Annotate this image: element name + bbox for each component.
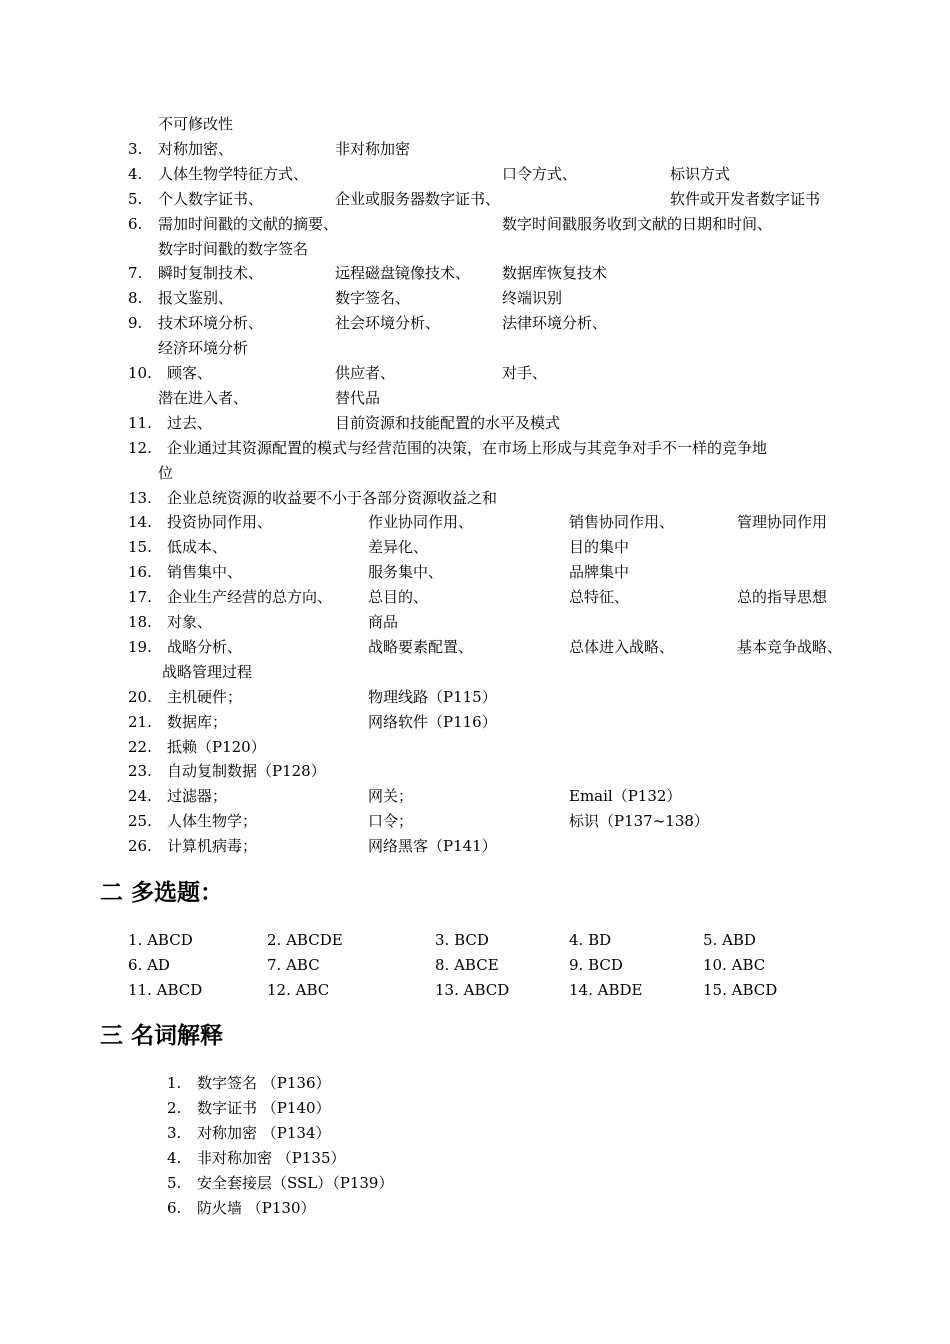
answer-text: 管理协同作用: [737, 513, 828, 532]
answer-text: 社会环境分析、: [335, 314, 441, 333]
answer-text: 低成本、: [167, 538, 228, 557]
answer-text: 销售协同作用、: [569, 513, 675, 532]
section-two-title: 二 多选题：: [100, 880, 224, 906]
answer-text: 经济环境分析: [158, 339, 249, 358]
answer-text: 网络软件（P116）: [368, 712, 497, 731]
term-number: 3.: [167, 1124, 182, 1142]
term-item: [167, 1073, 331, 1093]
answer-text: 目前资源和技能配置的水平及模式: [335, 413, 561, 432]
answer-text: 对称加密、: [158, 139, 234, 158]
answer-text: Email（P132）: [569, 787, 682, 806]
mc-answer: 11. ABCD: [128, 981, 203, 999]
answer-text: 非对称加密: [335, 139, 411, 158]
mc-answer: 15. ABCD: [703, 981, 778, 999]
answer-text: 企业通过其资源配置的模式与经营范围的决策，在市场上形成与其竞争对手不一样的竞争地: [167, 438, 768, 457]
mc-answer: 9. BCD: [569, 956, 623, 974]
mc-answer: 5. ABD: [703, 931, 756, 949]
term-item: [167, 1173, 393, 1193]
term-item: [167, 1148, 346, 1168]
mc-answer: 1. ABCD: [128, 931, 193, 949]
term-text: 安全套接层（SSL）（P139）: [197, 1174, 394, 1192]
answer-number: 9.: [128, 314, 143, 333]
answer-number: 25.: [128, 812, 152, 831]
mc-answer: 10. ABC: [703, 956, 766, 974]
answer-text: 总体进入战略、: [569, 637, 675, 656]
term-item: [167, 1098, 331, 1118]
term-number: 6.: [167, 1199, 182, 1217]
answer-text: 远程磁盘镜像技术、: [335, 264, 471, 283]
answer-number: 10.: [128, 364, 152, 382]
term-number: 4.: [167, 1149, 182, 1167]
term-item: [167, 1198, 316, 1218]
answer-text: 数据库恢复技术: [502, 264, 608, 283]
answer-number: 23.: [128, 762, 152, 781]
answer-text: 标识（P137~138）: [569, 812, 709, 831]
answer-text: 总的指导思想: [737, 588, 828, 607]
mc-answer: 6. AD: [128, 956, 170, 974]
answer-text: 物理线路（P115）: [368, 687, 497, 706]
answer-text: 计算机病毒；: [167, 837, 258, 856]
answer-number: 12.: [128, 438, 152, 457]
answer-text: 作业协同作用、: [368, 513, 474, 532]
answer-number: 14.: [128, 513, 152, 532]
answer-text: 服务集中、: [368, 563, 444, 582]
answer-number: 18.: [128, 613, 152, 631]
answer-text: 不可修改性: [158, 115, 234, 133]
answer-text: 供应者、: [335, 364, 396, 382]
answer-text: 人体生物学特征方式、: [158, 164, 309, 183]
answer-number: 15.: [128, 538, 152, 557]
mc-answer: 14. ABDE: [569, 981, 643, 999]
answer-number: 11.: [128, 413, 152, 432]
answer-text: 法律环境分析、: [502, 314, 608, 333]
term-text: 数字签名 （P136）: [197, 1074, 331, 1092]
answer-number: 16.: [128, 563, 152, 582]
answer-number: 3.: [128, 139, 143, 158]
answer-text: 总特征、: [569, 588, 630, 607]
answer-text: 数据库；: [167, 712, 228, 731]
answer-text: 需加时间戳的文献的摘要、: [158, 214, 339, 233]
answer-text: 对象、: [167, 613, 213, 631]
answer-text: 企业或服务器数字证书、: [335, 189, 501, 208]
term-text: 非对称加密 （P135）: [197, 1149, 346, 1167]
mc-answer: 3. BCD: [435, 931, 489, 949]
answer-text: 过滤器；: [167, 787, 228, 806]
answer-text: 报文鉴别、: [158, 289, 234, 308]
mc-answer: 8. ABCE: [435, 956, 499, 974]
answer-text: 数字时间戳的数字签名: [158, 239, 309, 258]
answer-text: 数字时间戳服务收到文献的日期和时间、: [502, 214, 773, 233]
answer-number: 5.: [128, 189, 143, 208]
answer-text: 过去、: [167, 413, 213, 432]
term-number: 1.: [167, 1074, 182, 1092]
answer-text: 标识方式: [670, 164, 731, 183]
answer-text: 技术环境分析、: [158, 314, 264, 333]
answer-text: 对手、: [502, 364, 548, 382]
answer-number: 22.: [128, 737, 152, 756]
answer-text: 目的集中: [569, 538, 630, 557]
answer-text: 自动复制数据（P128）: [167, 762, 326, 781]
answer-text: 战略管理过程: [162, 662, 253, 681]
answer-number: 24.: [128, 787, 152, 806]
answer-text: 网络黑客（P141）: [368, 837, 497, 856]
term-text: 数字证书 （P140）: [197, 1099, 331, 1117]
answer-text: 位: [158, 463, 174, 482]
answer-number: 4.: [128, 164, 143, 183]
answer-number: 21.: [128, 712, 152, 731]
answer-text: 战略分析、: [167, 637, 243, 656]
term-text: 对称加密 （P134）: [197, 1124, 331, 1142]
mc-answer: 12. ABC: [267, 981, 330, 999]
term-text: 防火墙 （P130）: [197, 1199, 316, 1217]
answer-text: 差异化、: [368, 538, 429, 557]
answer-text: 总目的、: [368, 588, 429, 607]
answer-text: 主机硬件；: [167, 687, 243, 706]
answer-number: 6.: [128, 214, 143, 233]
answer-text: 投资协同作用、: [167, 513, 273, 532]
answer-number: 7.: [128, 264, 143, 283]
section-three-title: 三 名词解释: [100, 1023, 224, 1049]
answer-text: 基本竞争战略、: [737, 637, 843, 656]
answer-text: 数字签名、: [335, 289, 411, 308]
term-number: 2.: [167, 1099, 182, 1117]
answer-number: 20.: [128, 687, 152, 706]
answer-text: 替代品: [335, 388, 381, 407]
answer-text: 个人数字证书、: [158, 189, 264, 208]
answer-text: 销售集中、: [167, 563, 243, 582]
answer-text: 网关；: [368, 787, 414, 806]
answer-number: 8.: [128, 289, 143, 308]
answer-text: 品牌集中: [569, 563, 630, 582]
answer-text: 瞬时复制技术、: [158, 264, 264, 283]
answer-number: 17.: [128, 588, 152, 607]
answer-number: 13.: [128, 488, 152, 507]
mc-answer: 7. ABC: [267, 956, 320, 974]
answer-text: 人体生物学；: [167, 812, 258, 831]
answer-text: 顾客、: [167, 364, 213, 382]
answer-text: 口令；: [368, 812, 414, 831]
answer-number: 19.: [128, 637, 152, 656]
answer-text: 潜在进入者、: [158, 388, 249, 407]
answer-text: 企业生产经营的总方向、: [167, 588, 333, 607]
term-item: [167, 1123, 331, 1143]
answer-text: 终端识别: [502, 289, 563, 308]
mc-answer: 2. ABCDE: [267, 931, 343, 949]
answer-text: 抵赖（P120）: [167, 737, 266, 756]
answer-text: 软件或开发者数字证书: [670, 189, 821, 208]
answer-text: 企业总统资源的收益要不小于各部分资源收益之和: [167, 488, 498, 507]
answer-number: 26.: [128, 837, 152, 856]
answer-text: 商品: [368, 613, 399, 631]
answer-text: 口令方式、: [502, 164, 578, 183]
term-number: 5.: [167, 1174, 182, 1192]
mc-answer: 13. ABCD: [435, 981, 510, 999]
answer-text: 战略要素配置、: [368, 637, 474, 656]
mc-answer: 4. BD: [569, 931, 612, 949]
